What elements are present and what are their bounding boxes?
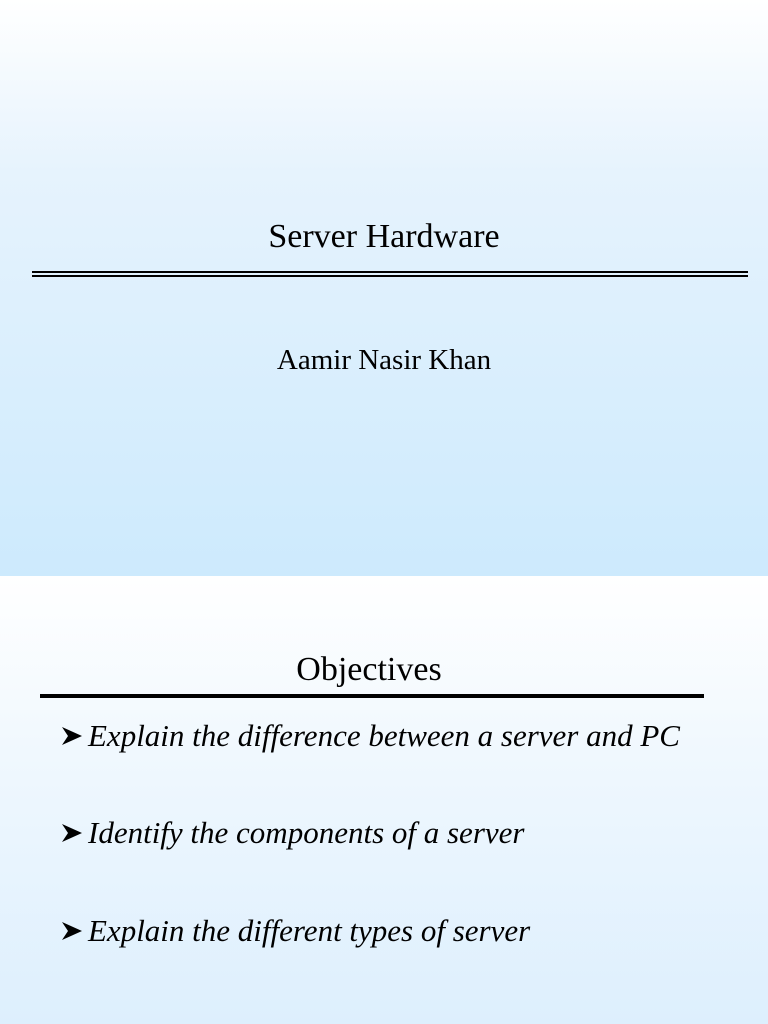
objectives-title: Objectives <box>296 651 442 688</box>
title-divider <box>32 271 748 277</box>
objectives-slide <box>0 576 768 1024</box>
arrow-bullet-icon <box>60 909 88 952</box>
objectives-list <box>60 714 720 1006</box>
objective-item <box>60 811 720 854</box>
arrow-bullet-icon <box>60 714 88 757</box>
objective-text: Explain the difference between a server and PC <box>88 718 680 753</box>
author-name: Aamir Nasir Khan <box>276 344 492 376</box>
objective-text: Explain the different types of server <box>88 913 531 948</box>
objective-item <box>60 714 720 757</box>
objectives-divider <box>40 694 704 698</box>
arrow-bullet-icon <box>60 811 88 854</box>
objective-text: Identify the components of a server <box>88 815 525 850</box>
slide-title: Server Hardware <box>268 218 500 255</box>
objective-item <box>60 909 720 952</box>
